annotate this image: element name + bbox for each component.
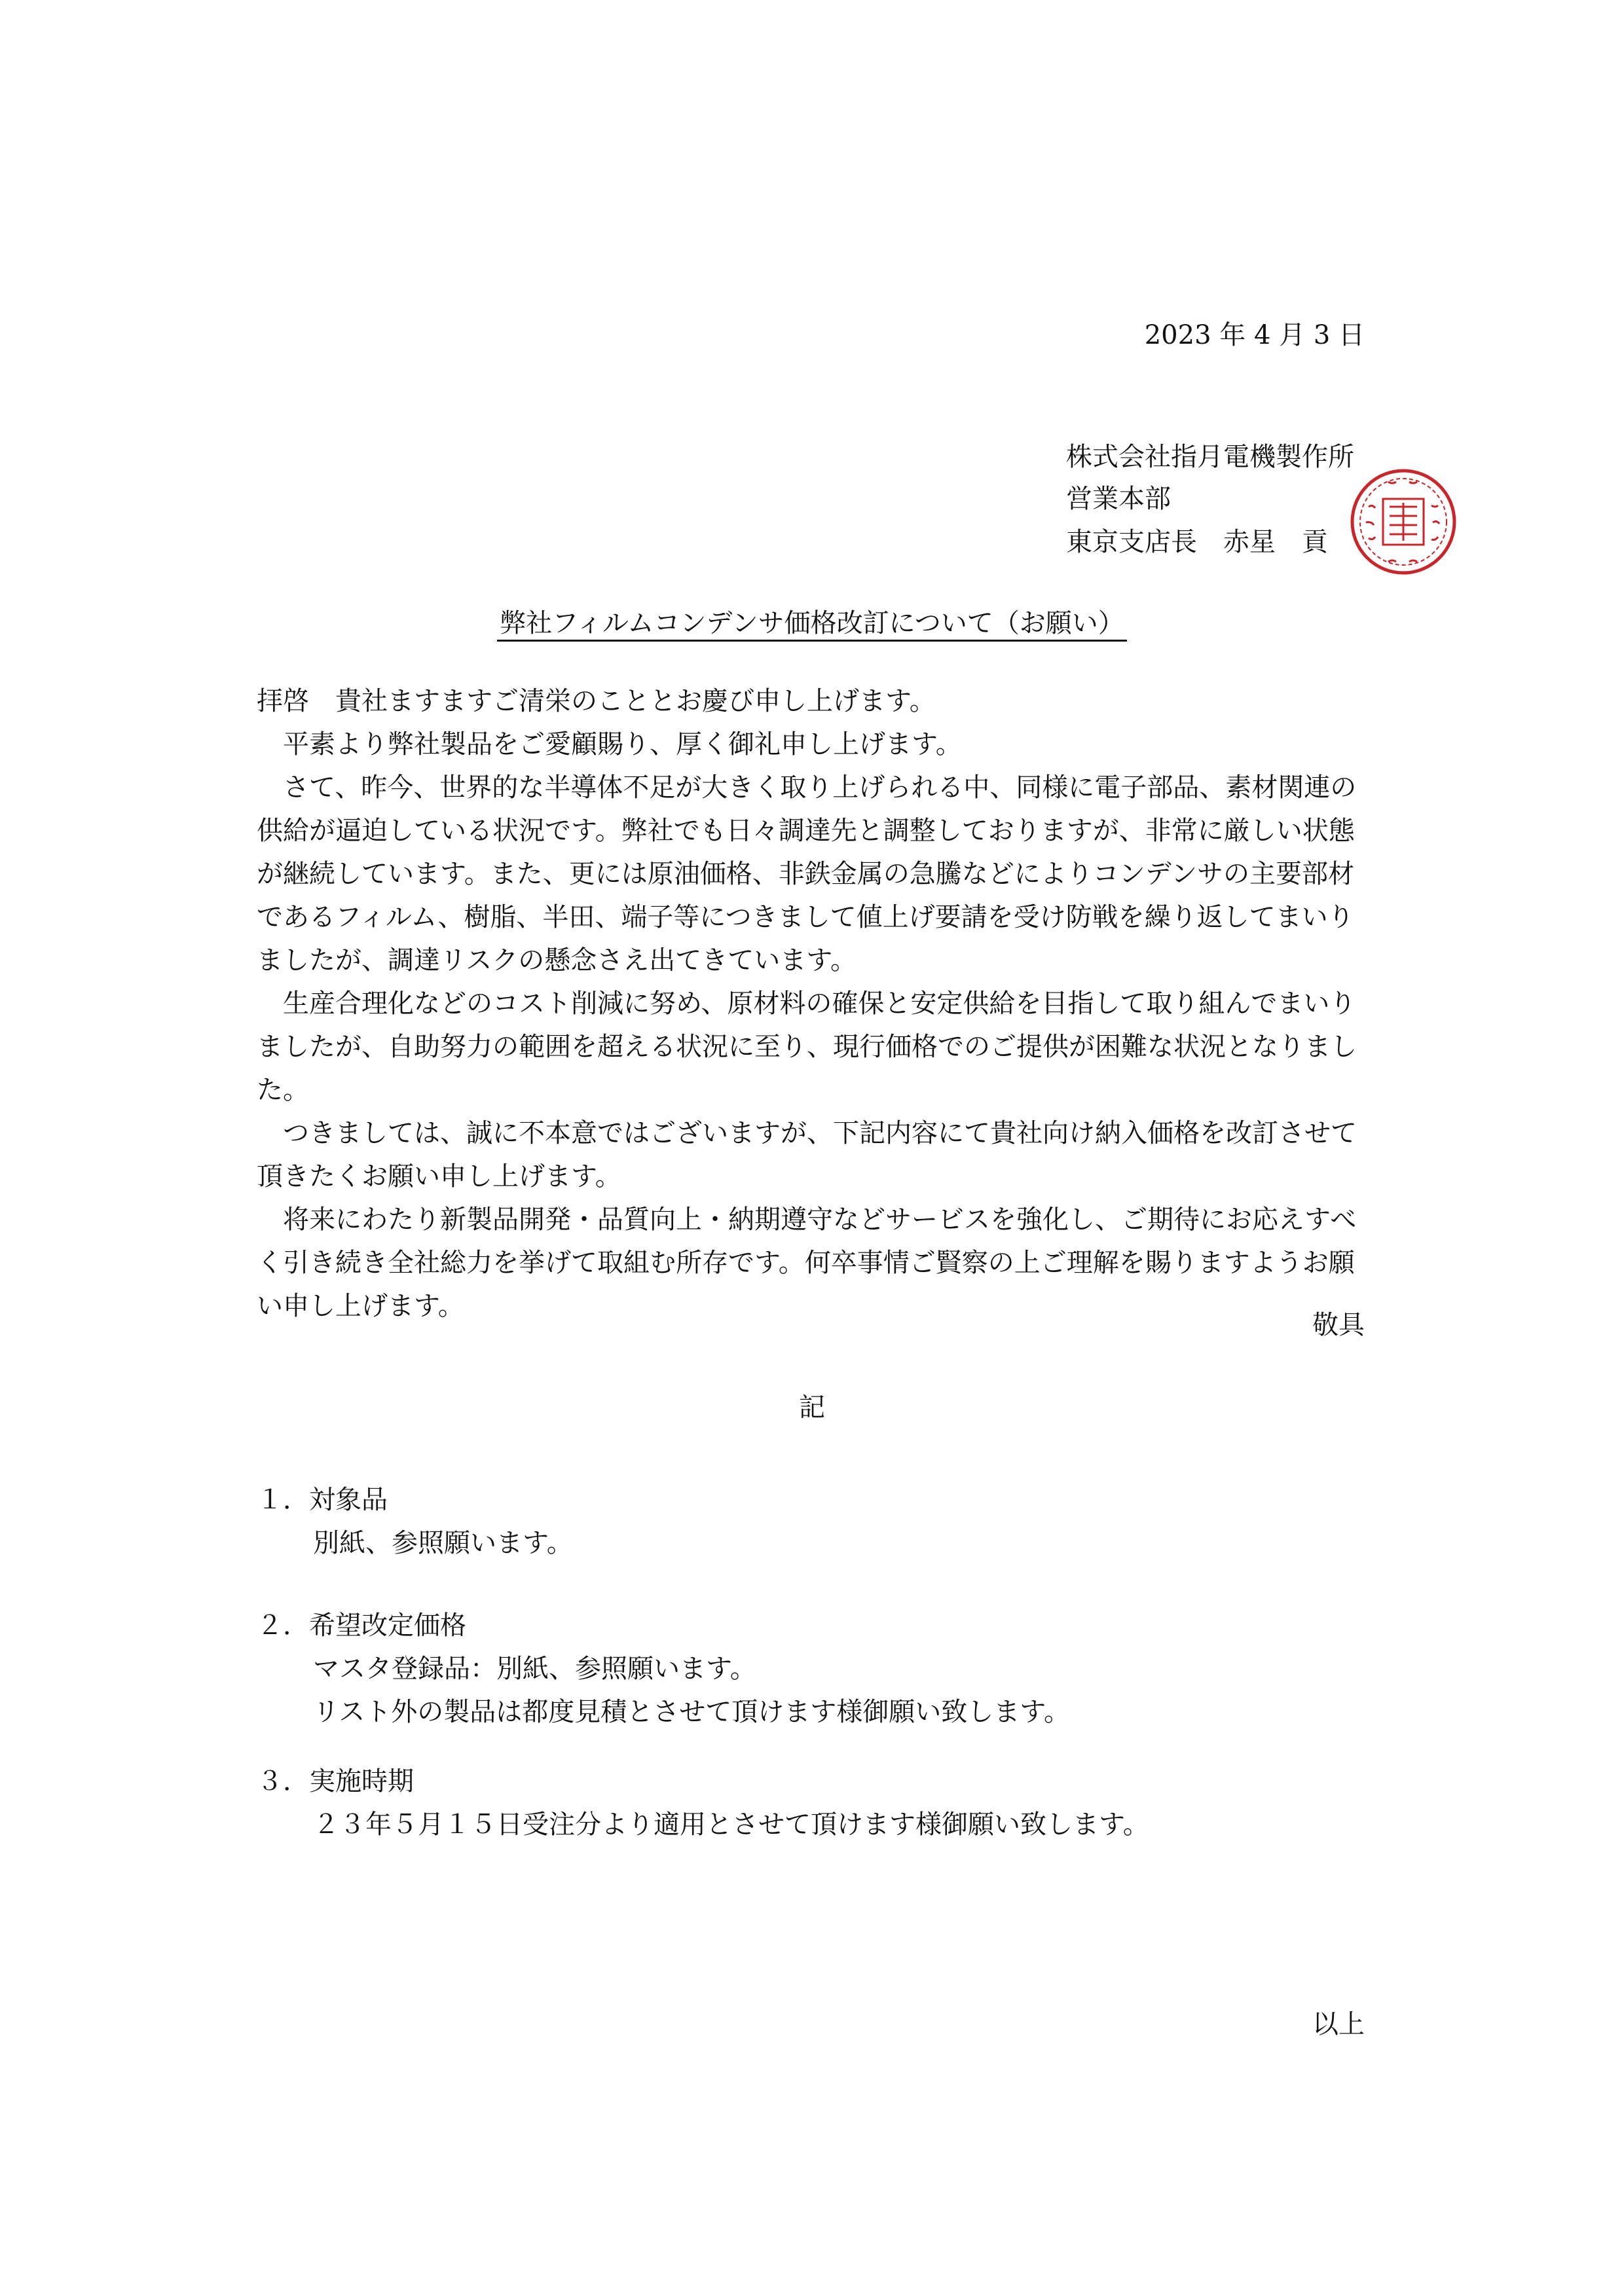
effort-paragraph: 生産合理化などのコスト削減に努め、原材料の確保と安定供給を目指して取り組んでまいりましたが、自助努力の範囲を超える状況に至り、現行価格でのご提供が困難な状況となりました。 — [257, 989, 1357, 1105]
closing-paragraph: 将来にわたり新製品開発・品質向上・納期遵守などサービスを強化し、ご期待にお応えすべく引き続き全社総力を挙げて取組む所存です。何卒事情ご賢察の上ご理解を賜りますようお願い申し上げます。 — [257, 1205, 1357, 1321]
sender-name: 東京支店長 赤星 貢 — [1066, 527, 1328, 557]
section-desired-price — [257, 1604, 1070, 1734]
section-target-products — [257, 1478, 573, 1565]
letter-body — [257, 680, 1370, 1328]
company-seal-icon — [1349, 467, 1458, 576]
sender-department: 営業本部 — [1066, 484, 1171, 514]
thanks-paragraph: 平素より弊社製品をご愛顧賜り、厚く御礼申し上げます。 — [283, 729, 962, 759]
circumstance-paragraph: さて、昨今、世界的な半導体不足が大きく取り上げられる中、同様に電子部品、素材関連の供給が逼迫している状況です。弊社でも日々調達先と調整しておりますが、非常に厳しい状態が継続しています。また、更には原油価格、非鉄金属の急騰などによりコンデンサの主要部材であるフィルム、樹脂、半田、端子等につきまして値上げ要請を受け防戦を繰り返してまいりましたが、調達リスクの懸念さえ出てきています。 — [257, 773, 1357, 975]
document-title — [0, 605, 1624, 642]
section-implementation-date — [257, 1760, 1149, 1846]
section-item: 別紙、参照願います。 — [313, 1528, 573, 1558]
greeting-paragraph: 拝啓 貴社ますますご清栄のこととお慶び申し上げます。 — [257, 686, 936, 716]
keigu-closing: 敬具 — [1312, 1310, 1365, 1340]
section-item: リスト外の製品は都度見積とさせて頂けます様御願い致します。 — [313, 1697, 1070, 1727]
section-heading: ３．実施時期 — [257, 1766, 414, 1796]
section-heading: ２．希望改定価格 — [257, 1611, 466, 1641]
section-item: マスタ登録品：別紙、参照願います。 — [313, 1654, 756, 1684]
sender-company: 株式会社指月電機製作所 — [1066, 442, 1354, 472]
ijo-closing: 以上 — [1312, 2009, 1365, 2039]
section-heading: １．対象品 — [257, 1485, 388, 1515]
ki-heading: 記 — [799, 1393, 825, 1423]
request-paragraph: つきましては、誠に不本意ではございますが、下記内容にて貴社向け納入価格を改訂させて頂きたくお願い申し上げます。 — [257, 1118, 1357, 1192]
document-date: 2023 年 4 月 3 日 — [1144, 320, 1365, 350]
document-title-text: 弊社フィルムコンデンサ価格改訂について（お願い） — [497, 608, 1127, 642]
section-item: ２３年５月１５日受注分より適用とさせて頂けます様御願い致します。 — [313, 1810, 1149, 1840]
